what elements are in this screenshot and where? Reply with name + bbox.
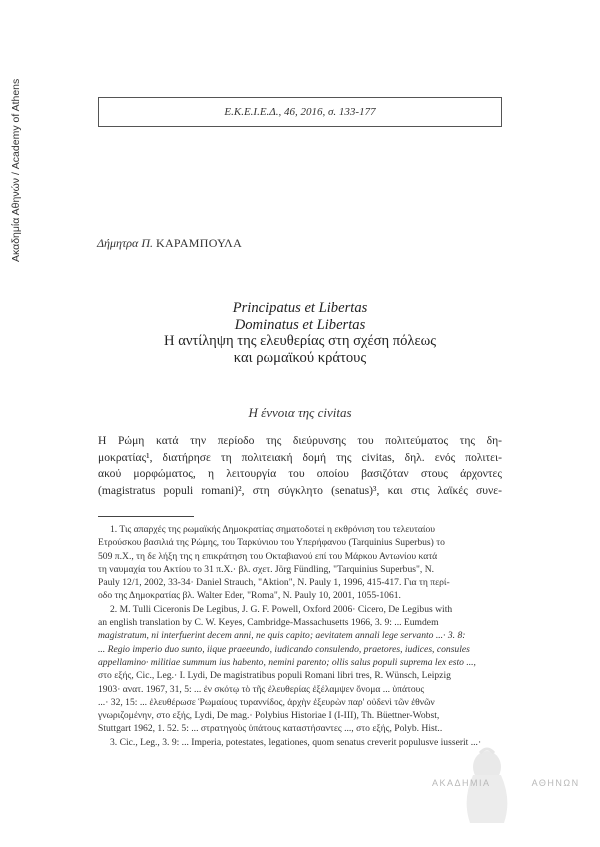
footnote-line: 1903· ανατ. 1967, 31, 5: ... ἐν σκότῳ τὸ τῆς ἐλευθερίας ἐξέλαμψεν ὄνομα ... ὑπάτους <box>98 683 425 695</box>
footnote-line: ... Regio imperio duo sunto, iique praeeundo, iudicando consulendo, praetores, iudices, consules <box>98 643 470 655</box>
footnotes <box>98 523 502 749</box>
body-line: (magistratus populi romani)², στη σύγκλητο (senatus)³, και στις λαϊκές συνε- <box>98 483 502 497</box>
title-line-1: Principatus et Libertas <box>232 300 368 316</box>
author-first-name: Δήμητρα Π. <box>97 236 153 250</box>
section-heading: Η έννοια της civitas <box>248 405 352 420</box>
footnote-line: στο εξής, Cic., Leg.· I. Lydi, De magistratibus populi Romani libri tres, R. Wünsch, Leipzig <box>98 670 451 682</box>
citation-box: Ε.Κ.Ε.Ι.Ε.Δ., 46, 2016, σ. 133-177 <box>98 97 502 127</box>
author <box>97 236 242 251</box>
article-title <box>90 300 510 366</box>
author-last-name: ΚΑΡΑΜΠΟΥΛΑ <box>156 236 243 250</box>
footnote-line: an english translation by C. W. Keyes, Cambridge-Massachusetts 1966, 3. 9: ... Eumdem <box>98 617 439 629</box>
footnote-line: τη ναυμαχία του Ακτίου το 31 π.Χ.· βλ. σχετ. Jörg Fündling, "Tarquinius Superbus", N. <box>98 563 435 575</box>
title-line-3: Η αντίληψη της ελευθερίας στη σχέση πόλεως <box>164 333 436 349</box>
footnote-separator <box>98 516 194 517</box>
side-watermark-text: Ακαδημία Αθηνών / Academy of Athens <box>10 78 22 262</box>
footnote-line: ...· 32, 15: ... ἐλευθέρωσε Ῥωμαίους τυραννίδος, ἀρχὴν ἐξευρὼν παρ' οὐδενὶ τῶν ἐθνῶν <box>98 696 435 708</box>
footnote-line: Stuttgart 1962, 1. 52. 5: ... στρατηγοὺς ὑπάτους καταστήσαντες ..., στο εξής, Polyb. Hist.. <box>98 723 443 735</box>
body-line: Η Ρώμη κατά την περίοδο της διεύρυνσης του πολιτεύματος της δη- <box>98 434 502 447</box>
footnote-line: appellamino· militiae summum ius habento, nemini parento; ollis salus populi suprema lex esto ..., <box>98 656 476 668</box>
footnote-line: Ετρούσκου βασιλιά της Ρώμης, του Ταρκύνιου του Υπερήφανου (Tarquinius Superbus) το <box>98 537 445 549</box>
footnote-line: 1. Τις απαρχές της ρωμαϊκής Δημοκρατίας σηματοδοτεί η εκθρόνιση του τελευταίου <box>110 524 436 535</box>
body-line: μοκρατίας¹, διατήρησε τη πολιτειακή δομή της civitas, δηλ. ενός πολιτει- <box>98 450 502 464</box>
emblem-caption <box>432 778 580 788</box>
title-line-2: Dominatus et Libertas <box>234 316 366 333</box>
footnote-line: γνωριζομένην, στο εξής, Lydi, De mag.· Polybius Historiae I (I-III), Th. Büettner-Wobst, <box>98 710 440 722</box>
emblem-caption-right: ΑΘΗΝΩΝ <box>531 778 580 788</box>
footnote-line: οδο της Δημοκρατίας βλ. Walter Eder, "Roma", N. Pauly 10, 2001, 1055-1061. <box>98 590 401 602</box>
side-watermark <box>6 40 26 300</box>
footnote-line: magistratum, ni interfuerint decem anni, ne quis capito; aevitatem annali lege servanto ...· 3. 8: <box>98 630 466 642</box>
body-paragraph <box>98 433 502 499</box>
emblem-caption-left: ΑΚΑΔΗΜΙΑ <box>432 778 491 788</box>
footnote-line: 509 π.Χ., τη δε λήξη της η επικράτηση του Οκταβιανού επί του Μάρκου Αντωνίου κατά <box>98 550 438 562</box>
footnote-line: 2. M. Tulli Ciceronis De Legibus, J. G. F. Powell, Oxford 2006· Cicero, De Legibus with <box>110 603 453 615</box>
body-line: ακού μορφώματος, η λειτουργία του οποίου βασιζόταν στους άρχοντες <box>98 467 502 481</box>
footnote-line: 3. Cic., Leg., 3. 9: ... Imperia, potestates, legationes, quom senatus creverit populusve iusserit ...· <box>110 736 482 748</box>
footnote-line: Pauly 12/1, 2002, 33-34· Daniel Strauch, "Aktion", N. Pauly 1, 1996, 415-417. Για τη περί- <box>98 577 450 589</box>
title-line-4: και ρωμαϊκού κράτους <box>233 349 367 366</box>
